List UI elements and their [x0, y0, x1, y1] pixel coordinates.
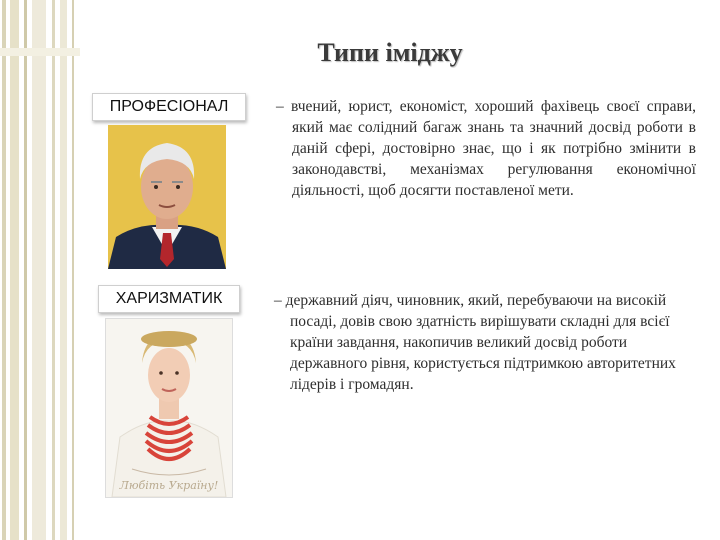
slide-title: Типи іміджу — [317, 38, 463, 67]
stripe — [72, 0, 74, 540]
label-charismatic: ХАРИЗМАТИК — [98, 285, 240, 313]
stripe — [52, 0, 55, 540]
label-professional: ПРОФЕСІОНАЛ — [92, 93, 246, 121]
portrait-charismatic — [105, 318, 233, 498]
description-professional: – вчений, юрист, економіст, хороший фахівець своєї справи, який має солідний багаж знань та значний досвід роботи в даній сфері, достовірно знає, що і як потрібно змінити в законодавстві, механізмах регулювання економічної діяльності, щоб досягти поставленої мети. — [276, 98, 696, 199]
stripe — [2, 0, 6, 540]
portrait-woman-icon — [106, 319, 232, 497]
stripe — [24, 0, 27, 540]
portrait-man-icon — [108, 125, 226, 269]
description-charismatic: – державний діяч, чиновник, який, перебуваючи на високій посаді, довів свою здатність вирішувати складні для всієї країни завдання, накопичив великий досвід роботи державного рівня, користується підтримкою авторитетних лідерів і громадян. — [274, 292, 676, 393]
stripe — [32, 0, 46, 540]
decorative-stripes — [0, 0, 80, 540]
stripe — [60, 0, 67, 540]
stripe — [10, 0, 19, 540]
portrait-professional — [108, 125, 226, 269]
photo-caption: Любіть Україну! — [119, 479, 219, 492]
